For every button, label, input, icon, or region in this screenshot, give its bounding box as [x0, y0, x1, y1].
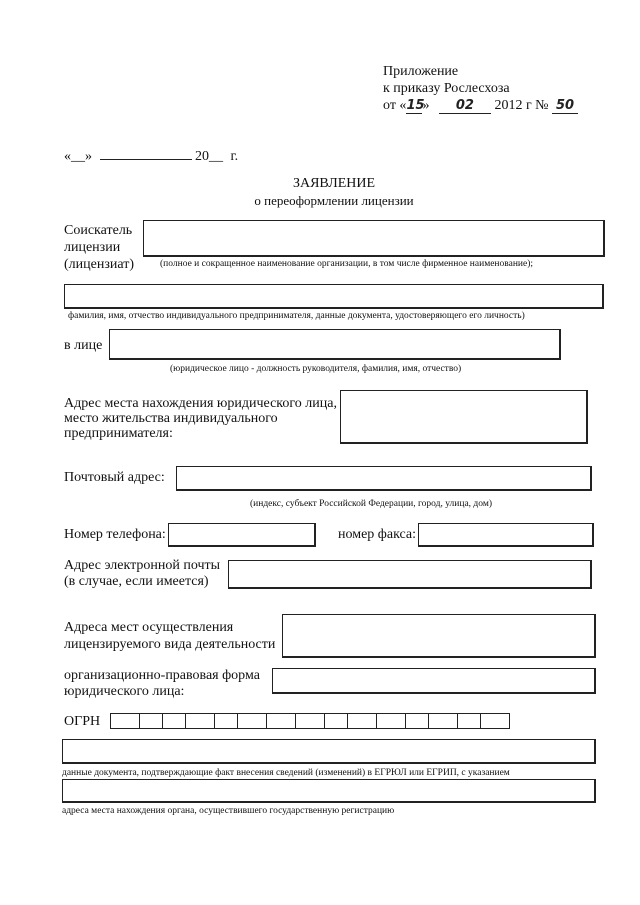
legal-form-field[interactable]	[272, 668, 596, 694]
ogrn-cell[interactable]	[405, 713, 429, 729]
fax-field[interactable]	[418, 523, 594, 547]
appendix-day: 15	[406, 98, 425, 113]
activity-label-1: Адреса мест осуществления	[64, 620, 234, 635]
applicant-caption: (полное и сокращенное наименование организации, в том числе фирменное наименование);	[160, 259, 534, 269]
location-label-1: Адрес места нахождения юридического лица,	[64, 396, 337, 411]
ogrn-cell[interactable]	[295, 713, 325, 729]
postal-field[interactable]	[176, 466, 592, 491]
applicant-label-1: Соискатель	[64, 223, 133, 238]
person-label: в лице	[64, 338, 103, 353]
applicant-label-2: лицензии	[64, 240, 121, 255]
appendix-month: 02	[439, 99, 491, 114]
ogrn-cell[interactable]	[185, 713, 215, 729]
appendix-order: к приказу Рослесхоза	[383, 81, 510, 96]
date-year-blank: 20__	[195, 149, 223, 164]
ogrn-cell[interactable]	[266, 713, 296, 729]
location-field[interactable]	[340, 390, 588, 444]
ogrn-cells[interactable]	[110, 713, 509, 729]
ogrn-cell[interactable]	[457, 713, 481, 729]
activity-field[interactable]	[282, 614, 596, 658]
person-caption: (юридическое лицо - должность руководителя, фамилия, имя, отчество)	[170, 364, 462, 374]
entrepreneur-field[interactable]	[64, 284, 604, 309]
activity-label-2: лицензируемого вида деятельности	[64, 637, 276, 652]
registry-org-field[interactable]	[62, 779, 596, 803]
location-label-3: предпринимателя:	[64, 426, 173, 441]
postal-label: Почтовый адрес:	[64, 470, 165, 485]
appendix-year: 2012 г №	[494, 98, 549, 113]
legal-form-label-2: юридического лица:	[64, 684, 185, 699]
ogrn-label: ОГРН	[64, 714, 101, 729]
ogrn-cell[interactable]	[376, 713, 406, 729]
date-day-blank: «__»	[64, 149, 92, 164]
ogrn-cell[interactable]	[110, 713, 140, 729]
appendix-date-line	[383, 97, 578, 114]
registry-org-caption: адреса места нахождения органа, осуществившего государственную регистрацию	[62, 806, 395, 816]
appendix-number: 50	[552, 99, 578, 114]
ogrn-cell[interactable]	[214, 713, 238, 729]
appendix-from: от «	[383, 98, 407, 113]
ogrn-cell[interactable]	[324, 713, 348, 729]
phone-field[interactable]	[168, 523, 316, 547]
ogrn-cell[interactable]	[237, 713, 267, 729]
ogrn-cell[interactable]	[480, 713, 510, 729]
person-field[interactable]	[109, 329, 561, 360]
entrepreneur-caption: фамилия, имя, отчество индивидуального предпринимателя, данные документа, удостоверяющего его личность)	[68, 311, 525, 321]
registry-doc-field[interactable]	[62, 739, 596, 764]
date-year-suffix: г.	[230, 149, 239, 164]
email-label-2: (в случае, если имеется)	[64, 574, 209, 589]
date-month-blank[interactable]	[100, 146, 192, 160]
document-subtitle: о переоформлении лицензии	[254, 193, 414, 208]
applicant-name-field[interactable]	[143, 220, 605, 257]
applicant-label-3: (лицензиат)	[64, 257, 134, 272]
registry-doc-caption: данные документа, подтверждающие факт внесения сведений (изменений) в ЕГРЮЛ или ЕГРИП, с указанием	[62, 768, 510, 778]
legal-form-label-1: организационно-правовая форма	[64, 668, 260, 683]
fax-label: номер факса:	[338, 527, 417, 542]
document-title: ЗАЯВЛЕНИЕ	[292, 176, 376, 191]
ogrn-cell[interactable]	[347, 713, 377, 729]
postal-caption: (индекс, субъект Российской Федерации, город, улица, дом)	[250, 499, 492, 509]
ogrn-cell[interactable]	[139, 713, 163, 729]
ogrn-cell[interactable]	[162, 713, 186, 729]
email-label-1: Адрес электронной почты	[64, 558, 221, 573]
appendix-title: Приложение	[383, 64, 459, 79]
phone-label: Номер телефона:	[64, 527, 166, 542]
application-date-line	[64, 146, 238, 165]
email-field[interactable]	[228, 560, 592, 589]
ogrn-cell[interactable]	[428, 713, 458, 729]
appendix-quote-close: »	[422, 98, 430, 113]
location-label-2: место жительства индивидуального	[64, 411, 278, 426]
